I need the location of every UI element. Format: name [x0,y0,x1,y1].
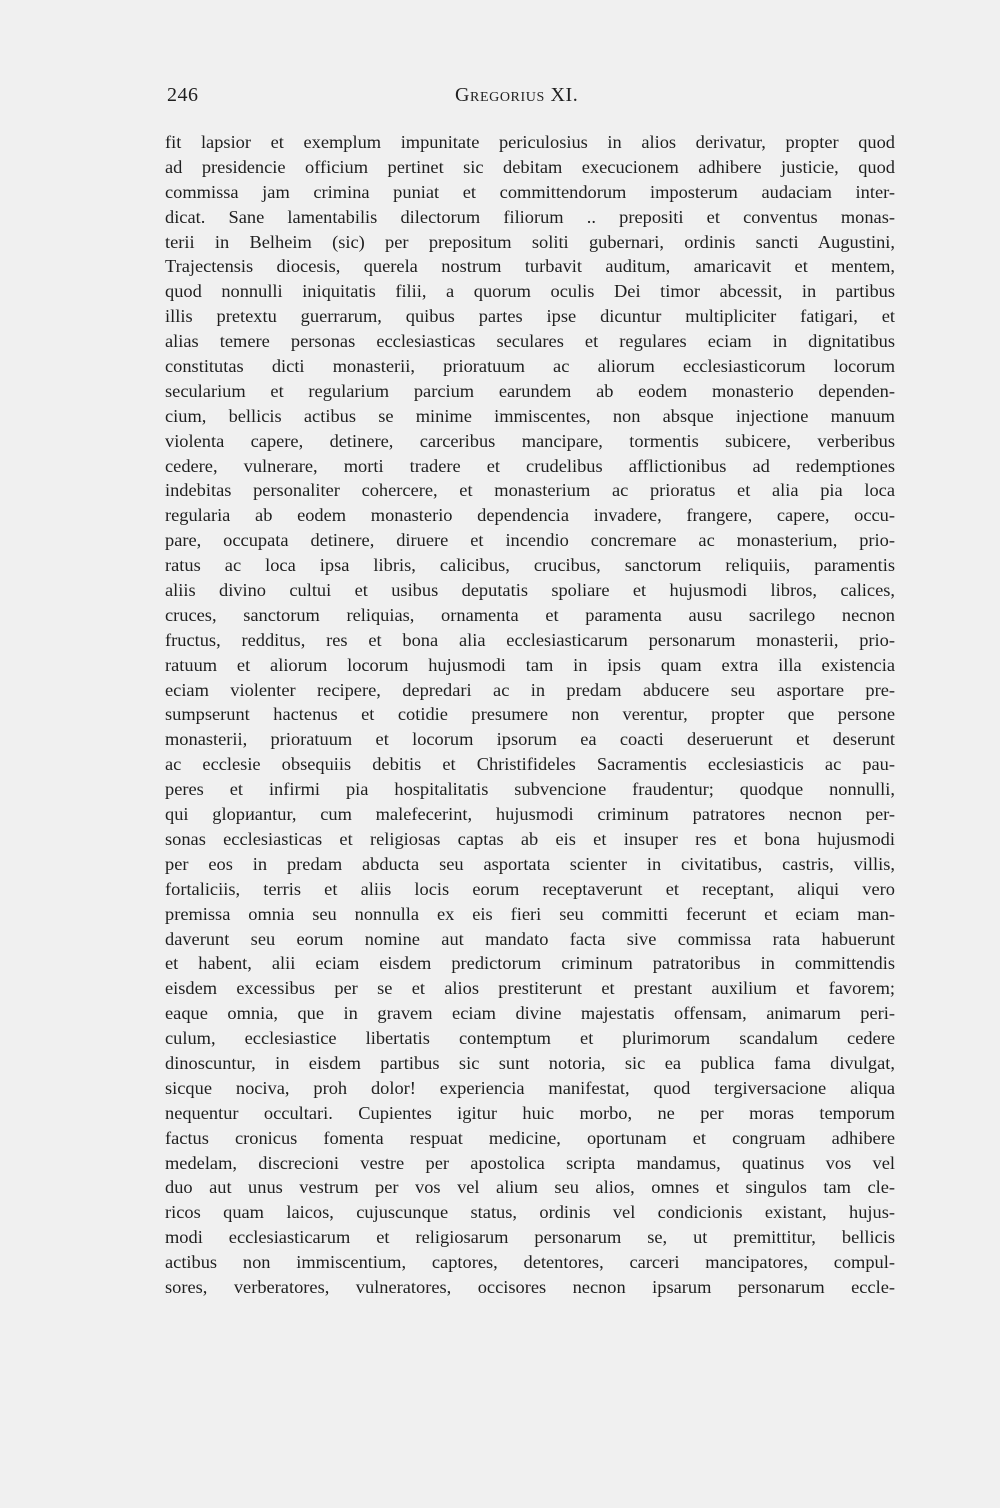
text-line: alias temere personas ecclesiasticas seculares et regulares eciam in dignitatibus [165,331,895,352]
page-number: 246 [167,84,199,106]
text-line: monasterii, prioratuum et locorum ipsorum ea coacti deseruerunt et deserunt [165,729,895,750]
text-line: illis pretextu guerrarum, quibus partes ipse dicuntur multipliciter fatigari, et [165,306,895,327]
text-line: actibus non immiscentium, captores, detentores, carceri mancipatores, compul- [165,1252,895,1273]
text-line: sicque nociva, proh dolor! experiencia manifestat, quod tergiversacione aliqua [165,1077,895,1098]
text-line: ac ecclesie obsequiis debitis et Christifideles Sacramentis ecclesiasticis ac pau- [165,754,895,775]
text-line: ratuum et aliorum locorum hujusmodi tam in ipsis quam extra illa existencia [165,654,895,675]
text-line: eisdem excessibus per se et alios prestiterunt et prestant auxilium et favorem; [165,978,895,999]
text-line: dinoscuntur, in eisdem partibus sic sunt notoria, sic ea publica fama divulgat, [165,1052,895,1073]
text-line: dicat. Sane lamentabilis dilectorum filiorum .. prepositi et conventus monas- [165,206,895,227]
text-line: culum, ecclesiastice libertatis contemptum et plurimorum scandalum cedere [165,1028,895,1049]
text-line: fit lapsior et exemplum impunitate periculosius in alios derivatur, propter quod [165,132,895,152]
text-line: aliis divino cultui et usibus deputatis spoliare et hujusmodi libros, calices, [165,580,895,601]
text-line: ratus ac loca ipsa libris, calicibus, crucibus, sanctorum reliquiis, paramentis [165,555,895,576]
text-line: factus cronicus fomenta respuat medicine, oportunam et congruam adhibere [165,1127,895,1148]
text-line: constitutas dicti monasterii, prioratuum ac aliorum ecclesiasticorum locorum [165,356,895,377]
body-text [165,130,895,1300]
text-line: modi ecclesiasticarum et religiosarum personarum se, ut premittitur, bellicis [165,1227,895,1248]
text-line: cium, bellicis actibus se minime immiscentes, non absque injectione manuum [165,405,895,426]
text-line: nequentur occultari. Cupientes igitur huic morbo, ne per moras temporum [165,1102,895,1123]
text-line: sonas ecclesiasticas et religiosas captas ab eis et insuper res et bona hujusmodi [165,828,895,849]
text-line: indebitas personaliter cohercere, et monasterium ac prioratus et alia pia loca [165,480,895,501]
text-line: fructus, redditus, res et bona alia ecclesiasticarum personarum monasterii, prio- [165,629,895,650]
text-line: et habent, alii eciam eisdem predictorum criminum patratoribus in committendis [165,953,895,974]
text-line: eaque omnia, que in gravem eciam divine majestatis offensam, animarum peri- [165,1003,895,1024]
text-line: commissa jam crimina puniat et committendorum imposterum audaciam inter- [165,181,895,202]
text-line: pare, occupata detinere, diruere et incendio concremare ac monasterium, prio- [165,530,895,551]
text-line: premissa omnia seu nonnulla ex eis fieri seu committi fecerunt et eciam man- [165,903,895,924]
text-line: sumpserunt hactenus et cotidie presumere non verentur, propter que persone [165,704,895,725]
text-line: peres et infirmi pia hospitalitatis subvencione fraudentur; quodque nonnulli, [165,779,895,800]
text-line: fortaliciis, terris et aliis locis eorum receptaverunt et receptant, aliqui vero [165,878,895,899]
text-line: secularium et regularium parcium earundem ab eodem monasterio dependen- [165,380,895,401]
text-line: ricos quam laicos, cujuscunque status, ordinis vel condicionis existant, hujus- [165,1202,895,1223]
text-line: medelam, discrecioni vestre per apostolica scripta mandamus, quatinus vos vel [165,1152,895,1173]
text-line: terii in Belheim (sic) per prepositum soliti gubernari, ordinis sancti Augustini, [165,231,895,252]
text-line: quod nonnulli iniquitatis filii, a quorum oculis Dei timor abcessit, in partibus [165,281,895,302]
text-line: cruces, sanctorum reliquias, ornamenta et paramenta ausu sacrilego necnon [165,604,895,625]
text-line: duo aut unus vestrum per vos vel alium seu alios, omnes et singulos tam cle- [165,1177,895,1198]
running-head: Gregorius XI. [455,84,579,106]
text-line: cedere, vulnerare, morti tradere et crudelibus afflictionibus ad redemptiones [165,455,895,476]
page-header [165,84,895,108]
text-line: eciam violenter recipere, depredari ac in predam abducere seu asportare pre- [165,679,895,700]
text-line: ad presidencie officium pertinet sic debitam execucionem adhibere justicie, quod [165,156,895,177]
text-line: Trajectensis diocesis, querela nostrum turbavit auditum, amaricavit et mentem, [165,256,895,277]
text-line: sores, verberatores, vulneratores, occisores necnon ipsarum personarum eccle- [165,1276,895,1297]
text-line: qui glориantur, cum malefecerint, hujusmodi criminum patratores necnon per- [165,804,895,825]
text-line: per eos in predam abducta seu asportata scienter in civitatibus, castris, villis, [165,853,895,874]
text-line: daverunt seu eorum nomine aut mandato facta sive commissa rata habuerunt [165,928,895,949]
text-line: regularia ab eodem monasterio dependencia invadere, frangere, capere, occu- [165,505,895,526]
text-line: violenta capere, detinere, carceribus mancipare, tormentis subicere, verberibus [165,430,895,451]
